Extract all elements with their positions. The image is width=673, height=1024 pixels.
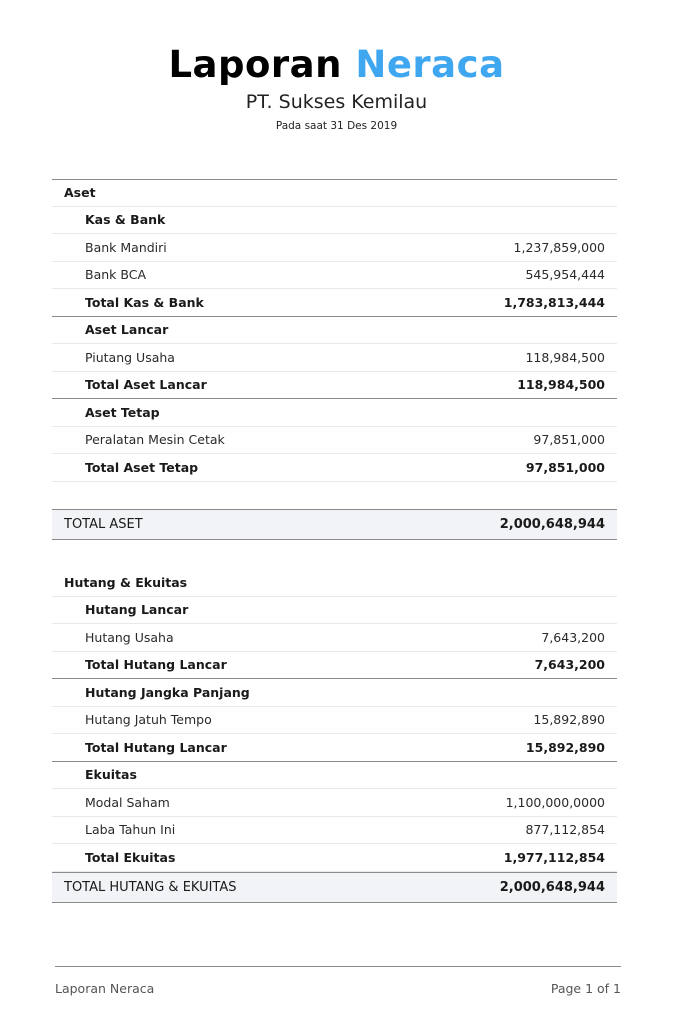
subtotal-amount: 1,977,112,854 [503, 849, 605, 865]
subtotal-amount: 7,643,200 [534, 657, 605, 673]
account-name: Bank BCA [85, 267, 147, 283]
table-row [52, 344, 617, 372]
group-aset-lancar [52, 317, 617, 345]
subtotal-amount: 1,783,813,444 [503, 294, 605, 310]
section-aset [52, 179, 617, 207]
spacer [52, 540, 617, 569]
table-row [52, 817, 617, 845]
table-row [52, 624, 617, 652]
account-amount: 1,100,000,0000 [505, 794, 605, 810]
subtotal-amount: 118,984,500 [517, 377, 605, 393]
table-row [52, 234, 617, 262]
group-aset-tetap [52, 399, 617, 427]
balance-sheet-table [52, 179, 617, 903]
title-main: Laporan [168, 43, 342, 86]
company-name: PT. Sukses Kemilau [245, 91, 428, 113]
account-amount: 1,237,859,000 [513, 239, 605, 255]
account-name: Hutang Usaha [85, 629, 174, 645]
footer-title: Laporan Neraca [55, 981, 155, 996]
section-hutang-ekuitas [52, 569, 617, 597]
subtotal-row [52, 734, 617, 762]
subtotal-label: Total Kas & Bank [85, 294, 204, 310]
subtotal-label: Total Ekuitas [85, 849, 176, 865]
grand-total-hutang-ekuitas [52, 872, 617, 903]
table-row [52, 427, 617, 455]
account-amount: 545,954,444 [525, 267, 605, 283]
group-label: Kas & Bank [85, 212, 166, 228]
account-amount: 118,984,500 [525, 349, 605, 365]
account-name: Hutang Jatuh Tempo [85, 712, 212, 728]
grand-total-aset [52, 509, 617, 540]
grand-total-amount: 2,000,648,944 [499, 879, 605, 895]
account-amount: 15,892,890 [533, 712, 605, 728]
subtotal-label: Total Aset Tetap [85, 459, 199, 475]
subtotal-label: Total Hutang Lancar [85, 657, 227, 673]
account-amount: 7,643,200 [541, 629, 605, 645]
subtotal-row [52, 652, 617, 680]
table-row [52, 262, 617, 290]
grand-total-label: TOTAL HUTANG & EKUITAS [64, 879, 237, 895]
subtotal-label: Total Hutang Lancar [85, 739, 227, 755]
account-amount: 97,851,000 [533, 432, 605, 448]
subtotal-row [52, 289, 617, 317]
account-name: Bank Mandiri [85, 239, 167, 255]
group-label: Hutang Jangka Panjang [85, 684, 250, 700]
subtotal-row [52, 372, 617, 400]
title-accent: Neraca [355, 43, 505, 86]
table-row [52, 707, 617, 735]
group-label: Aset Tetap [85, 404, 160, 420]
report-header [0, 42, 673, 133]
section-label: Aset [64, 185, 96, 201]
table-row [52, 789, 617, 817]
account-name: Laba Tahun Ini [85, 822, 176, 838]
group-kas-bank [52, 207, 617, 235]
group-label: Aset Lancar [85, 322, 169, 338]
grand-total-label: TOTAL ASET [64, 517, 143, 532]
page-number: Page 1 of 1 [550, 981, 621, 996]
group-ekuitas [52, 762, 617, 790]
account-amount: 877,112,854 [525, 822, 605, 838]
group-label: Hutang Lancar [85, 602, 189, 618]
subtotal-amount: 15,892,890 [525, 739, 605, 755]
subtotal-row [52, 844, 617, 872]
account-name: Modal Saham [85, 794, 170, 810]
account-name: Peralatan Mesin Cetak [85, 432, 225, 448]
group-hutang-lancar [52, 597, 617, 625]
page-title [0, 42, 673, 88]
spacer [52, 482, 617, 510]
account-name: Piutang Usaha [85, 349, 175, 365]
subtotal-label: Total Aset Lancar [85, 377, 207, 393]
page-footer [55, 966, 621, 996]
group-label: Ekuitas [85, 767, 137, 783]
subtotal-row [52, 454, 617, 482]
grand-total-amount: 2,000,648,944 [499, 517, 605, 532]
section-label: Hutang & Ekuitas [64, 574, 188, 590]
report-date: Pada saat 31 Des 2019 [275, 120, 398, 132]
group-hutang-jangka-panjang [52, 679, 617, 707]
subtotal-amount: 97,851,000 [525, 459, 605, 475]
